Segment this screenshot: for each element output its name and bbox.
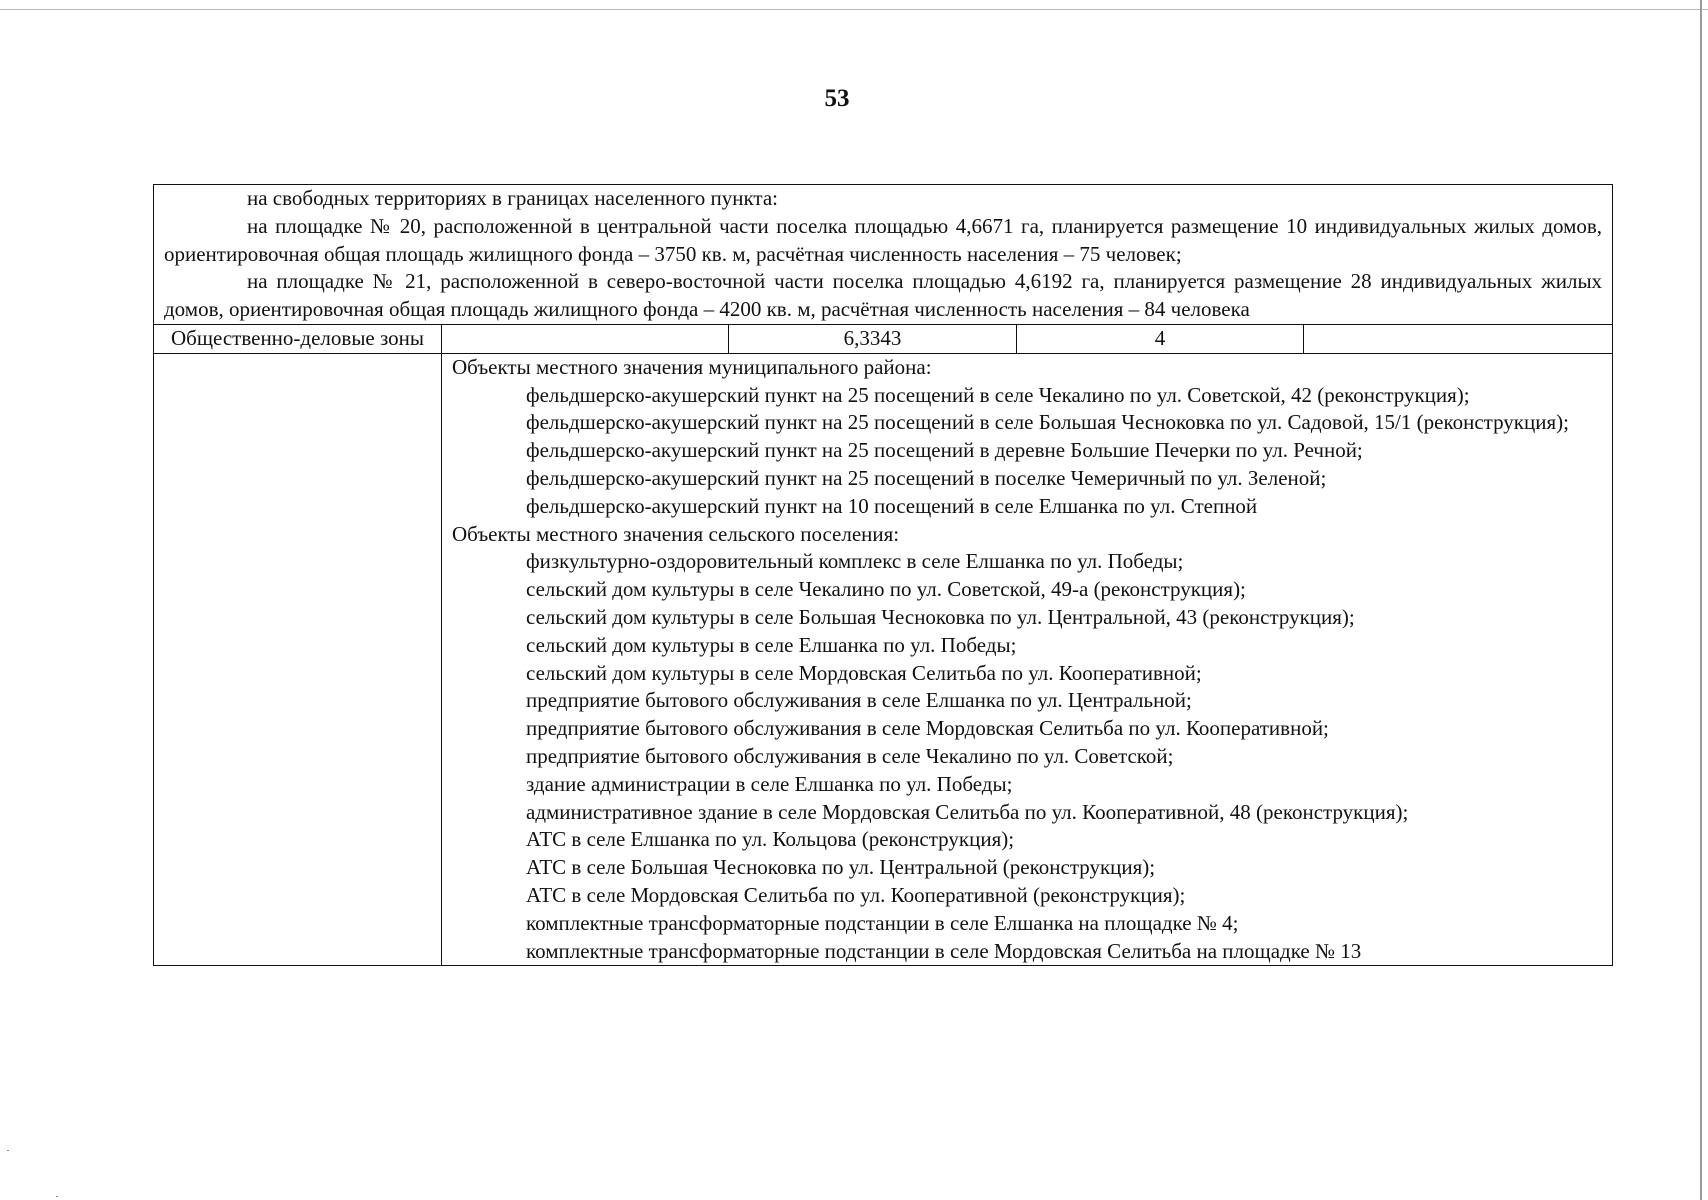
- list-item: административное здание в селе Мордовская Селитьба по ул. Кооперативной, 48 (реконструкция);: [526, 799, 1409, 824]
- residential-intro: на свободных территориях в границах населенного пункта:: [247, 186, 778, 210]
- residential-row: [154, 185, 1613, 325]
- list-item: сельский дом культуры в селе Большая Чесноковка по ул. Центральной, 43 (реконструкция);: [526, 604, 1355, 629]
- page-number: 53: [824, 85, 850, 112]
- list-item: АТС в селе Елшанка по ул. Кольцова (реконструкция);: [526, 827, 1015, 852]
- zone-name-cell: Общественно-деловые зоны: [154, 324, 442, 353]
- scan-speck: [7, 1150, 9, 1151]
- list-item: сельский дом культуры в селе Мордовская Селитьба по ул. Кооперативной;: [526, 660, 1202, 685]
- list-item: сельский дом культуры в селе Елшанка по ул. Победы;: [526, 632, 1017, 657]
- residential-site-20: на площадке № 20, расположенной в центральной части поселка площадью 4,6671 га, планируется размещение 10 индивидуальных жилых домов, ориентировочная общая площадь жилищного фонда – 3750 кв. м, расчётная численность населения – 75 человек;: [164, 213, 1603, 266]
- business-zone-row: [154, 324, 1613, 353]
- list-item: АТС в селе Большая Чесноковка по ул. Центральной (реконструкция);: [526, 855, 1156, 880]
- list-item: сельский дом культуры в селе Чекалино по ул. Советской, 49-а (реконструкция);: [526, 577, 1246, 602]
- list-item: фельдшерско-акушерский пункт на 10 посещений в селе Елшанка по ул. Степной: [526, 493, 1258, 518]
- residential-cell: [154, 185, 1613, 325]
- scan-speck: [56, 1196, 58, 1197]
- settlement-objects-heading: Объекты местного значения сельского поселения:: [452, 521, 900, 546]
- objects-cell: [442, 353, 1613, 966]
- district-objects-heading: Объекты местного значения муниципального района:: [452, 354, 932, 379]
- objects-empty-cell: [154, 353, 442, 966]
- residential-site-21: на площадке № 21, расположенной в северо-восточной части поселка площадью 4,6192 га, планируется размещение 28 индивидуальных жилых домов, ориентировочная общая площадь жилищного фонда – 4200 кв. м, расчётная численность населения – 84 человека: [164, 269, 1603, 322]
- zone-area-cell: 6,3343: [729, 324, 1017, 353]
- objects-row: [154, 353, 1613, 966]
- list-item: здание администрации в селе Елшанка по ул. Победы;: [526, 771, 1013, 796]
- list-item: фельдшерско-акушерский пункт на 25 посещений в деревне Большие Печерки по ул. Речной;: [526, 438, 1363, 463]
- zone-col5-cell: [1304, 324, 1613, 353]
- list-item: предприятие бытового обслуживания в селе Мордовская Селитьба по ул. Кооперативной;: [526, 716, 1329, 741]
- list-item: физкультурно-оздоровительный комплекс в селе Елшанка по ул. Победы;: [526, 549, 1184, 574]
- scan-top-edge: [0, 9, 1708, 10]
- zone-col2-cell: [442, 324, 729, 353]
- list-item: комплектные трансформаторные подстанции в селе Елшанка на площадке № 4;: [526, 910, 1239, 935]
- list-item: фельдшерско-акушерский пункт на 25 посещений в селе Чекалино по ул. Советской, 42 (реконструкция);: [526, 382, 1470, 407]
- planning-table: [153, 184, 1613, 966]
- list-item: фельдшерско-акушерский пункт на 25 посещений в поселке Чемеричный по ул. Зеленой;: [526, 465, 1327, 490]
- scan-right-edge: [1700, 0, 1702, 1200]
- list-item: комплектные трансформаторные подстанции в селе Мордовская Селитьба на площадке № 13: [526, 938, 1362, 963]
- list-item: предприятие бытового обслуживания в селе Елшанка по ул. Центральной;: [526, 688, 1192, 713]
- list-item: АТС в селе Мордовская Селитьба по ул. Кооперативной (реконструкция);: [526, 882, 1186, 907]
- zone-count-cell: 4: [1017, 324, 1304, 353]
- list-item: предприятие бытового обслуживания в селе Чекалино по ул. Советской;: [526, 743, 1174, 768]
- list-item: фельдшерско-акушерский пункт на 25 посещений в селе Большая Чесноковка по ул. Садовой, 15/1 (реконструкция);: [526, 410, 1569, 435]
